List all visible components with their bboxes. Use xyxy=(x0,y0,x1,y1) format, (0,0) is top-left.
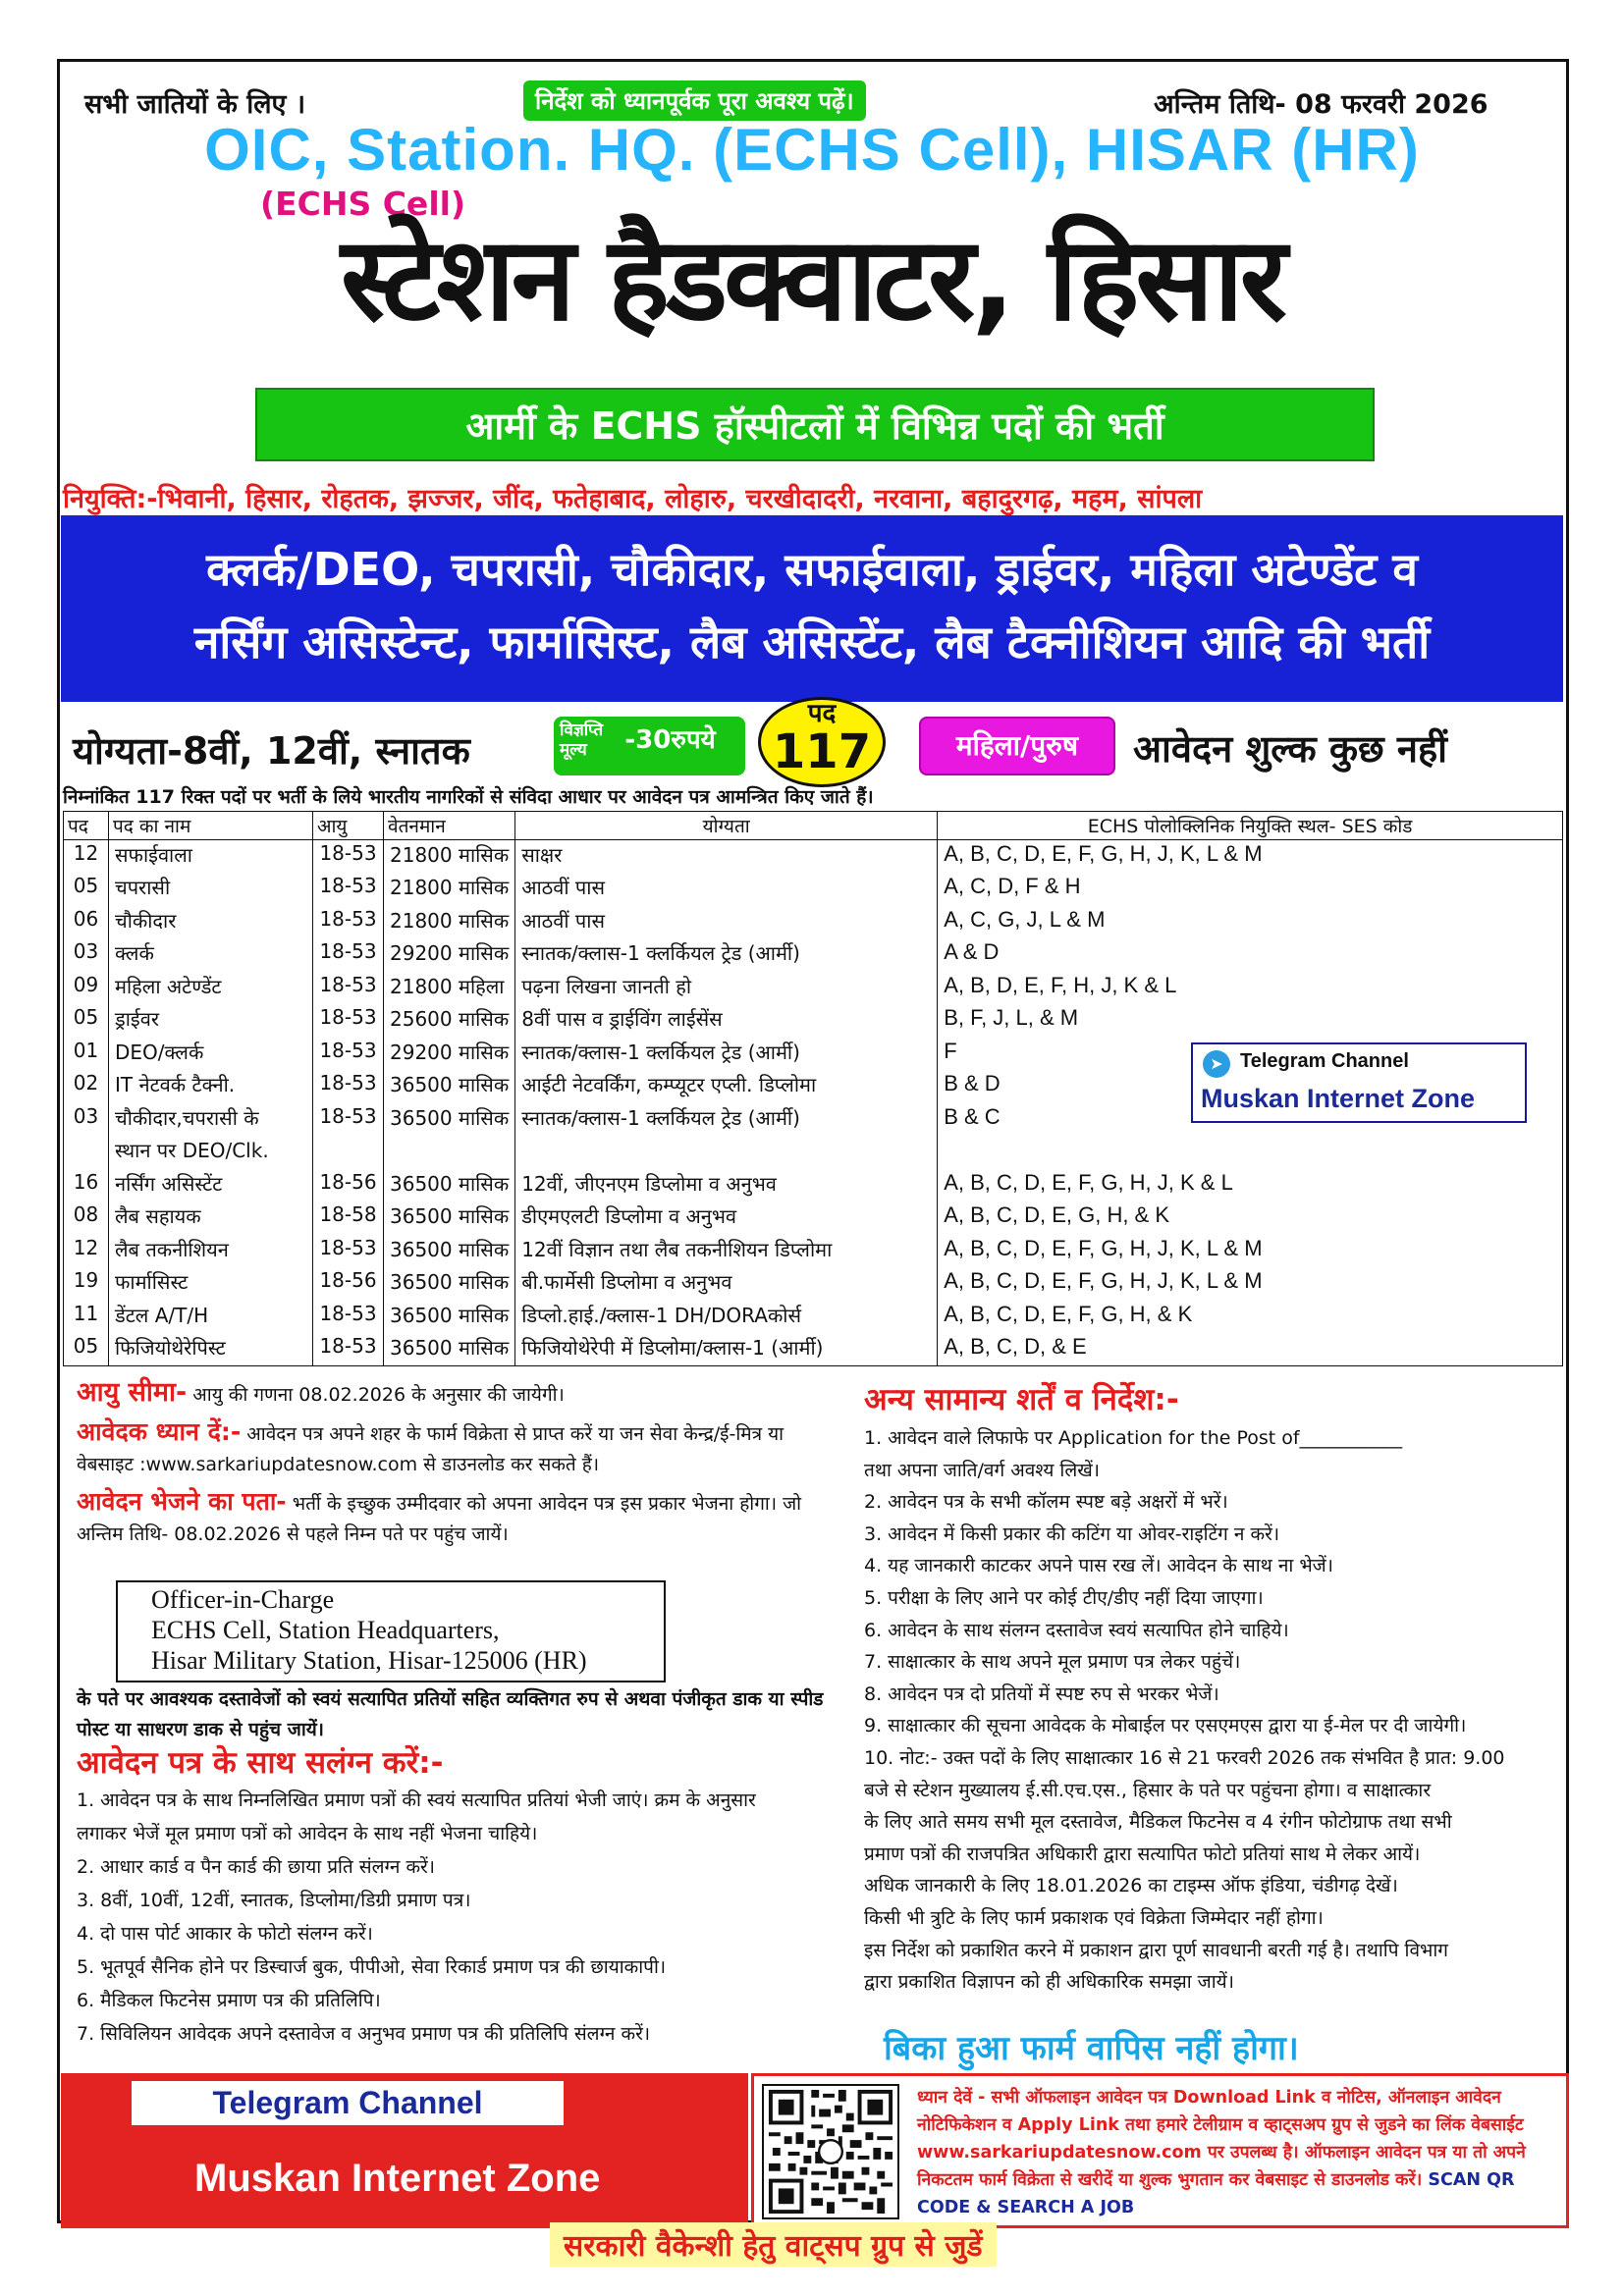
cell-salary: 36500 मासिक xyxy=(384,1301,515,1334)
col-age: आयु xyxy=(313,812,384,840)
cell-posts: 08 xyxy=(64,1201,109,1235)
cell-ses-code: B, F, J, L, & M xyxy=(938,1004,1563,1038)
cell-post-name: IT नेटवर्क टैक्नी. xyxy=(109,1070,313,1103)
table-header-row xyxy=(64,812,1563,840)
pad-label: पद xyxy=(807,699,837,728)
applicant-note-text: आवेदन पत्र अपने शहर के फार्म विक्रेता से प्राप्त करें या जन सेवा केन्द्र/ई-मित्र या वेबसाइट :www.sarkariupdatesnow.com से डाउनलोड कर सकते हैं। xyxy=(77,1423,784,1475)
cell-age: 18-53 xyxy=(313,1038,384,1071)
attachment-item: 6. मैडिकल फिटनेस प्रमाण पत्र की प्रतिलिपि। xyxy=(77,1990,381,2011)
cell-posts: 19 xyxy=(64,1267,109,1301)
cell-salary xyxy=(384,1136,515,1169)
table-row xyxy=(64,840,1563,874)
address-heading: आवेदन भेजने का पता- xyxy=(77,1487,287,1516)
cell-post-name: फिजियोथेरेपिस्ट xyxy=(109,1333,313,1366)
cell-salary: 21800 मासिक xyxy=(384,873,515,906)
conditions-list xyxy=(864,1422,1551,1999)
cell-age: 18-53 xyxy=(313,1333,384,1366)
attachment-item: लगाकर भेजें मूल प्रमाण पत्रों को आवेदन के साथ नहीं भेजना चाहिये। xyxy=(77,1823,538,1844)
no-refund-note: बिका हुआ फार्म वापिस नहीं होगा। xyxy=(884,2029,1299,2068)
cell-post-name: स्थान पर DEO/Clk. xyxy=(109,1136,313,1169)
cell-ses-code: A, C, D, F & H xyxy=(938,873,1563,906)
delivery-instruction: के पते पर आवश्यक दस्तावेजों को स्वयं सत्यापित प्रतियों सहित व्यक्तिगत रुप से अथवा पंजीकृत डाक या स्पीड पोस्ट या साधरण डाक से पहुंच जायें। xyxy=(77,1688,824,1740)
cell-ses-code: A, B, C, D, E, F, G, H, & K xyxy=(938,1301,1563,1334)
age-limit-heading: आयु सीमा- xyxy=(77,1377,188,1408)
cell-posts xyxy=(64,1136,109,1169)
qualification-row xyxy=(63,699,1565,784)
col-posts: पद xyxy=(64,812,109,840)
recruitment-banner: आर्मी के ECHS हॉस्पीटलों में विभिन्न पदों की भर्ती xyxy=(255,388,1375,461)
post-count-badge xyxy=(758,697,886,787)
applicant-note-heading: आवेदक ध्यान दें:- xyxy=(77,1417,242,1446)
cell-posts: 03 xyxy=(64,1103,109,1137)
cell-post-name: नर्सिंग असिस्टेंट xyxy=(109,1169,313,1202)
cell-age: 18-53 xyxy=(313,1070,384,1103)
cell-qualification: फिजियोथेरेपी में डिप्लोमा/क्लास-1 (आर्मी) xyxy=(515,1333,938,1366)
condition-item: 4. यह जानकारी काटकर अपने पास रख लें। आवेदन के साथ ना भेजें। xyxy=(864,1555,1333,1577)
fee-value: -30रुपये xyxy=(624,725,716,755)
cell-ses-code: A, B, C, D, E, F, G, H, J, K, L & M xyxy=(938,840,1563,874)
condition-item: 6. आवेदन के साथ संलग्न दस्तावेज स्वयं सत्यापित होने चाहिये। xyxy=(864,1619,1289,1641)
condition-item: 1. आवेदन वाले लिफाफे पर Application for the Post of___________ xyxy=(864,1427,1403,1449)
cell-salary: 25600 मासिक xyxy=(384,1004,515,1038)
cell-age xyxy=(313,1136,384,1169)
cell-ses-code: A, B, C, D, E, G, H, & K xyxy=(938,1201,1563,1235)
qr-code[interactable] xyxy=(762,2084,899,2219)
read-instructions-note: निर्देश को ध्यानपूर्वक पूरा अवश्य पढ़ें। xyxy=(523,80,866,121)
attachment-item: 1. आवेदन पत्र के साथ निम्नलिखित प्रमाण पत्रों की स्वयं सत्यापित प्रतियां भेजी जाएं। क्रम के अनुसार xyxy=(77,1789,756,1811)
cell-ses-code xyxy=(938,1136,1563,1169)
table-row xyxy=(64,906,1563,939)
cell-posts: 05 xyxy=(64,1333,109,1366)
last-date: अन्तिम तिथि- 08 फरवरी 2026 xyxy=(1154,89,1488,120)
posting-locations: नियुक्ति:-भिवानी, हिसार, रोहतक, झज्जर, जींद, फतेहाबाद, लोहारु, चरखीदादरी, नरवाना, बहादुरगढ़, महम, सांपला xyxy=(63,484,1203,514)
whatsapp-group-note[interactable]: सरकारी वैकेन्शी हेतु वाट्सप ग्रुप से जुडें xyxy=(550,2222,997,2267)
telegram-name: Muskan Internet Zone xyxy=(1201,1084,1476,1113)
condition-item: के लिए आते समय सभी मूल दस्तावेज, मैडिकल फिटनेस व 4 रंगीन फोटोग्राफ तथा सभी xyxy=(864,1811,1452,1834)
address-line2: ECHS Cell, Station Headquarters, xyxy=(151,1616,500,1644)
cell-qualification: पढ़ना लिखना जानती हो xyxy=(515,972,938,1005)
cell-age: 18-53 xyxy=(313,1301,384,1334)
col-qualification: योग्यता xyxy=(515,812,938,840)
posts-banner-line1: क्लर्क/DEO, चपरासी, चौकीदार, सफाईवाला, ड्राईवर, महिला अटेण्डेंट व xyxy=(206,543,1418,596)
cell-ses-code: F xyxy=(938,1038,1563,1071)
cell-qualification: 12वीं, जीएनएम डिप्लोमा व अनुभव xyxy=(515,1169,938,1202)
cell-salary: 36500 मासिक xyxy=(384,1201,515,1235)
cell-qualification: 12वीं विज्ञान तथा लैब तकनीशियन डिप्लोमा xyxy=(515,1235,938,1268)
table-row xyxy=(64,972,1563,1005)
cell-posts: 16 xyxy=(64,1169,109,1202)
cell-qualification: स्नातक/क्लास-1 क्लर्कियल ट्रेड (आर्मी) xyxy=(515,938,938,972)
cell-ses-code: A, B, C, D, E, F, G, H, J, K & L xyxy=(938,1169,1563,1202)
application-info xyxy=(77,1377,842,1550)
cell-salary: 36500 मासिक xyxy=(384,1333,515,1366)
conditions-heading: अन्य सामान्य शर्तें व निर्देश:- xyxy=(864,1382,1179,1417)
cell-salary: 36500 मासिक xyxy=(384,1070,515,1103)
cell-post-name: महिला अटेण्डेंट xyxy=(109,972,313,1005)
cell-qualification: आईटी नेटवर्किंग, कम्प्यूटर एप्ली. डिप्लोमा xyxy=(515,1070,938,1103)
condition-item: 2. आवेदन पत्र के सभी कॉलम स्पष्ट बड़े अक्षरों में भरें। xyxy=(864,1491,1228,1514)
cell-post-name: DEO/क्लर्क xyxy=(109,1038,313,1071)
cell-post-name: लैब तकनीशियन xyxy=(109,1235,313,1268)
all-castes-label: सभी जातियों के लिए । xyxy=(84,89,306,120)
footer-telegram-panel[interactable] xyxy=(61,2073,748,2228)
cell-posts: 09 xyxy=(64,972,109,1005)
general-conditions xyxy=(864,1377,1551,1999)
footer-notice: ध्यान देवें - सभी ऑफलाइन आवेदन पत्र Download Link व नोटिस, ऑनलाइन आवेदन नोटिफिकेशन व Apply Link तथा हमारे टेलीग्राम व व्हाट्सअप ग्रुप से जुडने का लिंक वेबसाईट www.sarkariupdatesnow.com पर उपलब्ध है। ऑफलाइन आवेदन पत्र या तो अपने निकटतम फार्म विक्रेता से खरीदें या शुल्क भुगतान कर वेबसाइट से डाउनलोड करें। xyxy=(917,2088,1526,2190)
age-limit-text: आयु की गणना 08.02.2026 के अनुसार की जायेगी। xyxy=(192,1384,565,1406)
cell-qualification: डीएमएलटी डिप्लोमा व अनुभव xyxy=(515,1201,938,1235)
col-post-name: पद का नाम xyxy=(109,812,313,840)
attachments-list xyxy=(77,1784,842,2051)
attachments-section xyxy=(77,1742,842,2051)
posts-banner-line2: नर्सिंग असिस्टेन्ट, फार्मासिस्ट, लैब असिस्टेंट, लैब टैक्नीशियन आदि की भर्ती xyxy=(193,615,1431,668)
condition-item: 10. नोट:- उक्त पदों के लिए साक्षात्कार 16 से 21 फरवरी 2026 तक संभवित है प्रात: 9.00 xyxy=(864,1746,1505,1769)
cell-age: 18-53 xyxy=(313,840,384,874)
cell-posts: 05 xyxy=(64,873,109,906)
address-instruction: भर्ती के इच्छुक उम्मीदवार को अपना आवेदन पत्र इस प्रकार भेजना होगा। जो अन्तिम तिथि- 08.02.2026 से पहले निम्न पते पर पहुंच जायें। xyxy=(77,1493,802,1545)
cell-qualification: स्नातक/क्लास-1 क्लर्कियल ट्रेड (आर्मी) xyxy=(515,1103,938,1137)
cell-salary: 21800 मासिक xyxy=(384,906,515,939)
cell-ses-code: A & D xyxy=(938,938,1563,972)
table-row xyxy=(64,1267,1563,1301)
qr-code-image xyxy=(764,2086,897,2217)
cell-ses-code: B & D xyxy=(938,1070,1563,1103)
table-row xyxy=(64,873,1563,906)
footer-notice-panel xyxy=(751,2073,1569,2228)
gender-badge: महिला/पुरुष xyxy=(919,717,1115,775)
table-row xyxy=(64,1136,1563,1169)
cell-salary: 36500 मासिक xyxy=(384,1235,515,1268)
cell-post-name: क्लर्क xyxy=(109,938,313,972)
telegram-icon: ➤ xyxy=(1203,1050,1230,1078)
posts-banner xyxy=(61,515,1563,702)
cell-posts: 05 xyxy=(64,1004,109,1038)
cell-posts: 03 xyxy=(64,938,109,972)
table-row xyxy=(64,1004,1563,1038)
attachment-item: 2. आधार कार्ड व पैन कार्ड की छाया प्रति संलग्न करें। xyxy=(77,1856,436,1878)
condition-item: 3. आवेदन में किसी प्रकार की कटिंग या ओवर-राइटिंग न करें। xyxy=(864,1522,1280,1545)
cell-posts: 12 xyxy=(64,1235,109,1268)
table-row xyxy=(64,1235,1563,1268)
cell-qualification: आठवीं पास xyxy=(515,906,938,939)
english-title: OIC, Station. HQ. (ECHS Cell), HISAR (HR) xyxy=(204,117,1420,183)
cell-post-name: चपरासी xyxy=(109,873,313,906)
telegram-label: Telegram Channel xyxy=(1240,1050,1409,1072)
cell-salary: 36500 मासिक xyxy=(384,1169,515,1202)
cell-ses-code: A, B, C, D, E, F, G, H, J, K, L & M xyxy=(938,1235,1563,1268)
cell-age: 18-58 xyxy=(313,1201,384,1235)
cell-posts: 12 xyxy=(64,840,109,874)
cell-qualification: आठवीं पास xyxy=(515,873,938,906)
condition-item: बजे से स्टेशन मुख्यालय ई.सी.एच.एस., हिसार के पते पर पहुंचना होगा। व साक्षात्कार xyxy=(864,1779,1432,1801)
cell-age: 18-56 xyxy=(313,1267,384,1301)
cell-posts: 11 xyxy=(64,1301,109,1334)
condition-item: 7. साक्षात्कार के साथ अपने मूल प्रमाण पत्र लेकर पहुंचें। xyxy=(864,1651,1241,1674)
condition-item: 8. आवेदन पत्र दो प्रतियों में स्पष्ट रुप से भरकर भेजें। xyxy=(864,1682,1219,1705)
cell-qualification xyxy=(515,1136,938,1169)
cell-ses-code: A, B, C, D, & E xyxy=(938,1333,1563,1366)
address-line1: Officer-in-Charge xyxy=(151,1585,335,1614)
cell-ses-code: B & C xyxy=(938,1103,1563,1137)
condition-item: इस निर्देश को प्रकाशित करने में प्रकाशन द्वारा पूर्ण सावधानी बरती गई है। तथापि विभाग xyxy=(864,1939,1448,1961)
col-salary: वेतनमान xyxy=(384,812,515,840)
cell-qualification: 8वीं पास व ड्राईविंग लाईसेंस xyxy=(515,1004,938,1038)
cell-salary: 29200 मासिक xyxy=(384,1038,515,1071)
cell-post-name: डेंटल A/T/H xyxy=(109,1301,313,1334)
postal-address-box xyxy=(116,1580,666,1682)
table-row xyxy=(64,1169,1563,1202)
table-row xyxy=(64,1201,1563,1235)
cell-post-name: लैब सहायक xyxy=(109,1201,313,1235)
cell-post-name: ड्राईवर xyxy=(109,1004,313,1038)
cell-ses-code: A, B, C, D, E, F, G, H, J, K, L & M xyxy=(938,1267,1563,1301)
cell-age: 18-53 xyxy=(313,938,384,972)
cell-posts: 06 xyxy=(64,906,109,939)
cell-qualification: बी.फार्मेसी डिप्लोमा व अनुभव xyxy=(515,1267,938,1301)
cell-posts: 02 xyxy=(64,1070,109,1103)
cell-salary: 21800 महिला xyxy=(384,972,515,1005)
pad-count: 117 xyxy=(772,724,872,779)
cell-age: 18-53 xyxy=(313,873,384,906)
echs-cell-label: (ECHS Cell) xyxy=(260,185,466,223)
condition-item: द्वारा प्रकाशित विज्ञापन को ही अधिकारिक समझा जायें। xyxy=(864,1971,1234,1994)
cell-age: 18-53 xyxy=(313,1004,384,1038)
cell-post-name: फार्मासिस्ट xyxy=(109,1267,313,1301)
table-row xyxy=(64,938,1563,972)
condition-item: किसी भी त्रुटि के लिए फार्म प्रकाशक एवं विक्रेता जिम्मेदार नहीं होगा। xyxy=(864,1906,1324,1929)
cell-qualification: डिप्लो.हाई./क्लास-1 DH/DORAकोर्स xyxy=(515,1301,938,1334)
cell-age: 18-53 xyxy=(313,1103,384,1137)
footer-channel-name: Muskan Internet Zone xyxy=(132,2138,721,2218)
cell-age: 18-53 xyxy=(313,972,384,1005)
main-title: स्टेशन हैडक्वाटर, हिसार xyxy=(341,211,1283,347)
cell-posts: 01 xyxy=(64,1038,109,1071)
cell-age: 18-56 xyxy=(313,1169,384,1202)
cell-qualification: स्नातक/क्लास-1 क्लर्कियल ट्रेड (आर्मी) xyxy=(515,1038,938,1071)
cell-ses-code: A, C, G, J, L & M xyxy=(938,906,1563,939)
cell-ses-code: A, B, D, E, F, H, J, K & L xyxy=(938,972,1563,1005)
cell-qualification: साक्षर xyxy=(515,840,938,874)
condition-item: अधिक जानकारी के लिए 18.01.2026 का टाइम्स ऑफ इंडिया, चंडीगढ़ देखें। xyxy=(864,1875,1398,1897)
condition-item: तथा अपना जाति/वर्ग अवश्य लिखें। xyxy=(864,1459,1100,1481)
address-line3: Hisar Military Station, Hisar-125006 (HR) xyxy=(151,1646,587,1675)
cell-age: 18-53 xyxy=(313,1235,384,1268)
cell-post-name: चौकीदार xyxy=(109,906,313,939)
cell-salary: 21800 मासिक xyxy=(384,840,515,874)
col-ses-code: ECHS पोलोक्लिनिक नियुक्ति स्थल- SES कोड xyxy=(938,812,1563,840)
cell-post-name: चौकीदार,चपरासी के xyxy=(109,1103,313,1137)
cell-age: 18-53 xyxy=(313,906,384,939)
cell-salary: 36500 मासिक xyxy=(384,1103,515,1137)
cell-post-name: सफाईवाला xyxy=(109,840,313,874)
attachment-item: 4. दो पास पोर्ट आकार के फोटो संलग्न करें। xyxy=(77,1923,373,1945)
cell-salary: 36500 मासिक xyxy=(384,1267,515,1301)
telegram-channel-box[interactable] xyxy=(1191,1042,1527,1123)
cell-salary: 29200 मासिक xyxy=(384,938,515,972)
condition-item: प्रमाण पत्रों की राजपत्रित अधिकारी द्वारा सत्यापित फोटो प्रतियां साथ मे लेकर आयें। xyxy=(864,1842,1421,1865)
table-row xyxy=(64,1301,1563,1334)
notice-fee-badge xyxy=(554,717,745,775)
attachment-item: 3. 8वीं, 10वीं, 12वीं, स्नातक, डिप्लोमा/डिग्री प्रमाण पत्र। xyxy=(77,1890,471,1911)
attachment-item: 5. भूतपूर्व सैनिक होने पर डिस्चार्ज बुक, पीपीओ, सेवा रिकार्ड प्रमाण पत्र की छायाकापी। xyxy=(77,1956,667,1978)
intro-text: निम्नांकित 117 रिक्त पदों पर भर्ती के लिये भारतीय नागरिकों से संविदा आधार पर आवेदन पत्र आमन्त्रित किए जाते हैं। xyxy=(63,786,874,808)
condition-item: 9. साक्षात्कार की सूचना आवेदक के मोबाईल पर एसएमएस द्वारा या ई-मेल पर दी जायेगी। xyxy=(864,1715,1467,1737)
footer-notice-text xyxy=(917,2084,1560,2221)
application-fee: आवेदन शुल्क कुछ नहीं xyxy=(1133,727,1448,771)
attachment-item: 7. सिविलियन आवेदक अपने दस्तावेज व अनुभव प्रमाण पत्र की प्रतिलिपि संलग्न करें। xyxy=(77,2023,651,2045)
fee-label: विज्ञप्ति मूल्य xyxy=(560,721,604,760)
attachments-heading: आवेदन पत्र के साथ सलंग्न करें:- xyxy=(77,1745,444,1781)
condition-item: 5. परीक्षा के लिए आने पर कोई टीए/डीए नहीं दिया जाएगा। xyxy=(864,1586,1264,1609)
table-row xyxy=(64,1333,1563,1366)
footer-telegram-label: Telegram Channel xyxy=(132,2081,564,2125)
scan-qr-text: SCAN QR CODE & SEARCH A JOB xyxy=(917,2170,1515,2217)
qualification: योग्यता-8वीं, 12वीं, स्नातक xyxy=(73,729,470,773)
